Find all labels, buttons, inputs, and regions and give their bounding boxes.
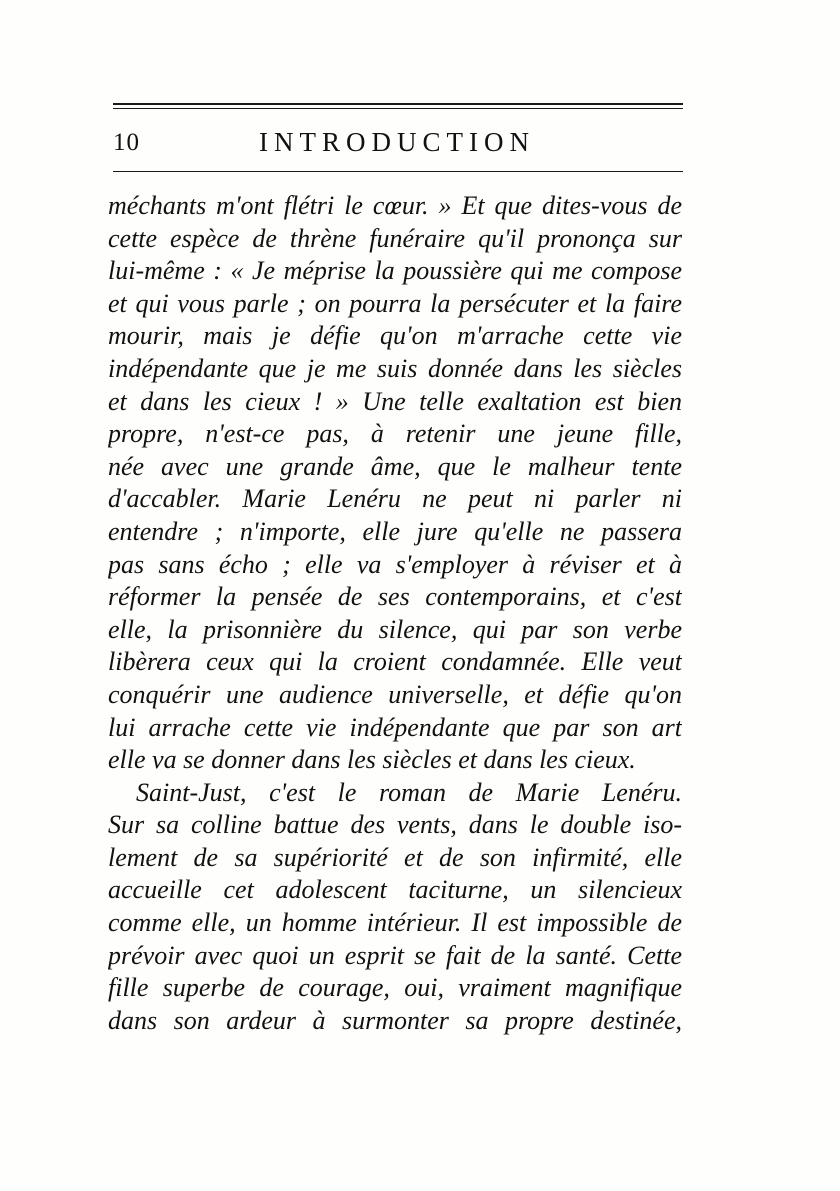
- header-double-rule-bottom: [113, 108, 683, 109]
- text-line: prévoir avec quoi un esprit se fait de la santé. Cette: [108, 940, 682, 970]
- text-line: comme elle, un homme intérieur. Il est impossible de: [108, 908, 682, 938]
- paragraph-start-line: Saint-Just, c'est le roman de Marie Lenéru.: [136, 777, 682, 807]
- text-line: lui-même : « Je méprise la poussière qui me compose: [108, 256, 682, 286]
- text-line: pas sans écho ; elle va s'employer à réviser et à: [108, 549, 682, 579]
- text-line: d'accabler. Marie Lenéru ne peut ni parler ni: [108, 484, 682, 514]
- text-line: Sur sa colline battue des vents, dans le double iso-: [108, 810, 682, 840]
- text-line: entendre ; n'importe, elle jure qu'elle ne passera: [108, 516, 682, 546]
- running-title: INTRODUCTION: [259, 127, 535, 157]
- text-line: méchants m'ont flétri le cœur. » Et que dites-vous de: [108, 191, 682, 220]
- text-line: accueille cet adolescent taciturne, un silencieux: [108, 875, 682, 905]
- text-line: fille superbe de courage, oui, vraiment magnifique: [108, 973, 682, 1003]
- text-line: indépendante que je me suis donnée dans les siècles: [108, 353, 682, 383]
- text-line: conquérir une audience universelle, et défie qu'on: [108, 679, 682, 709]
- body-text: [108, 190, 682, 1037]
- text-line: mourir, mais je défie qu'on m'arrache cette vie: [108, 321, 682, 351]
- text-line: réformer la pensée de ses contemporains, et c'est: [108, 582, 682, 612]
- text-line: dans son ardeur à surmonter sa propre destinée,: [108, 1005, 682, 1035]
- paragraph-end-line: elle va se donner dans les siècles et dans les cieux.: [108, 745, 636, 775]
- text-line: libèrera ceux qui la croient condamnée. Elle veut: [108, 647, 682, 677]
- text-line: et dans les cieux ! » Une telle exaltation est bien: [108, 386, 682, 416]
- text-line: cette espèce de thrène funéraire qu'il prononça sur: [108, 223, 682, 253]
- text-line: lui arrache cette vie indépendante que par son art: [108, 712, 682, 742]
- text-line: elle, la prisonnière du silence, qui par son verbe: [108, 614, 682, 644]
- running-head: [113, 127, 683, 161]
- text-line: née avec une grande âme, que le malheur tente: [108, 451, 682, 481]
- header-rule-under-title: [113, 171, 683, 172]
- text-line: propre, n'est-ce pas, à retenir une jeune fille,: [108, 419, 682, 449]
- text-line: et qui vous parle ; on pourra la persécuter et la faire: [108, 288, 682, 318]
- text-line: lement de sa supériorité et de son infirmité, elle: [108, 842, 682, 872]
- header-double-rule-top: [113, 103, 683, 105]
- page-number: 10: [113, 129, 140, 156]
